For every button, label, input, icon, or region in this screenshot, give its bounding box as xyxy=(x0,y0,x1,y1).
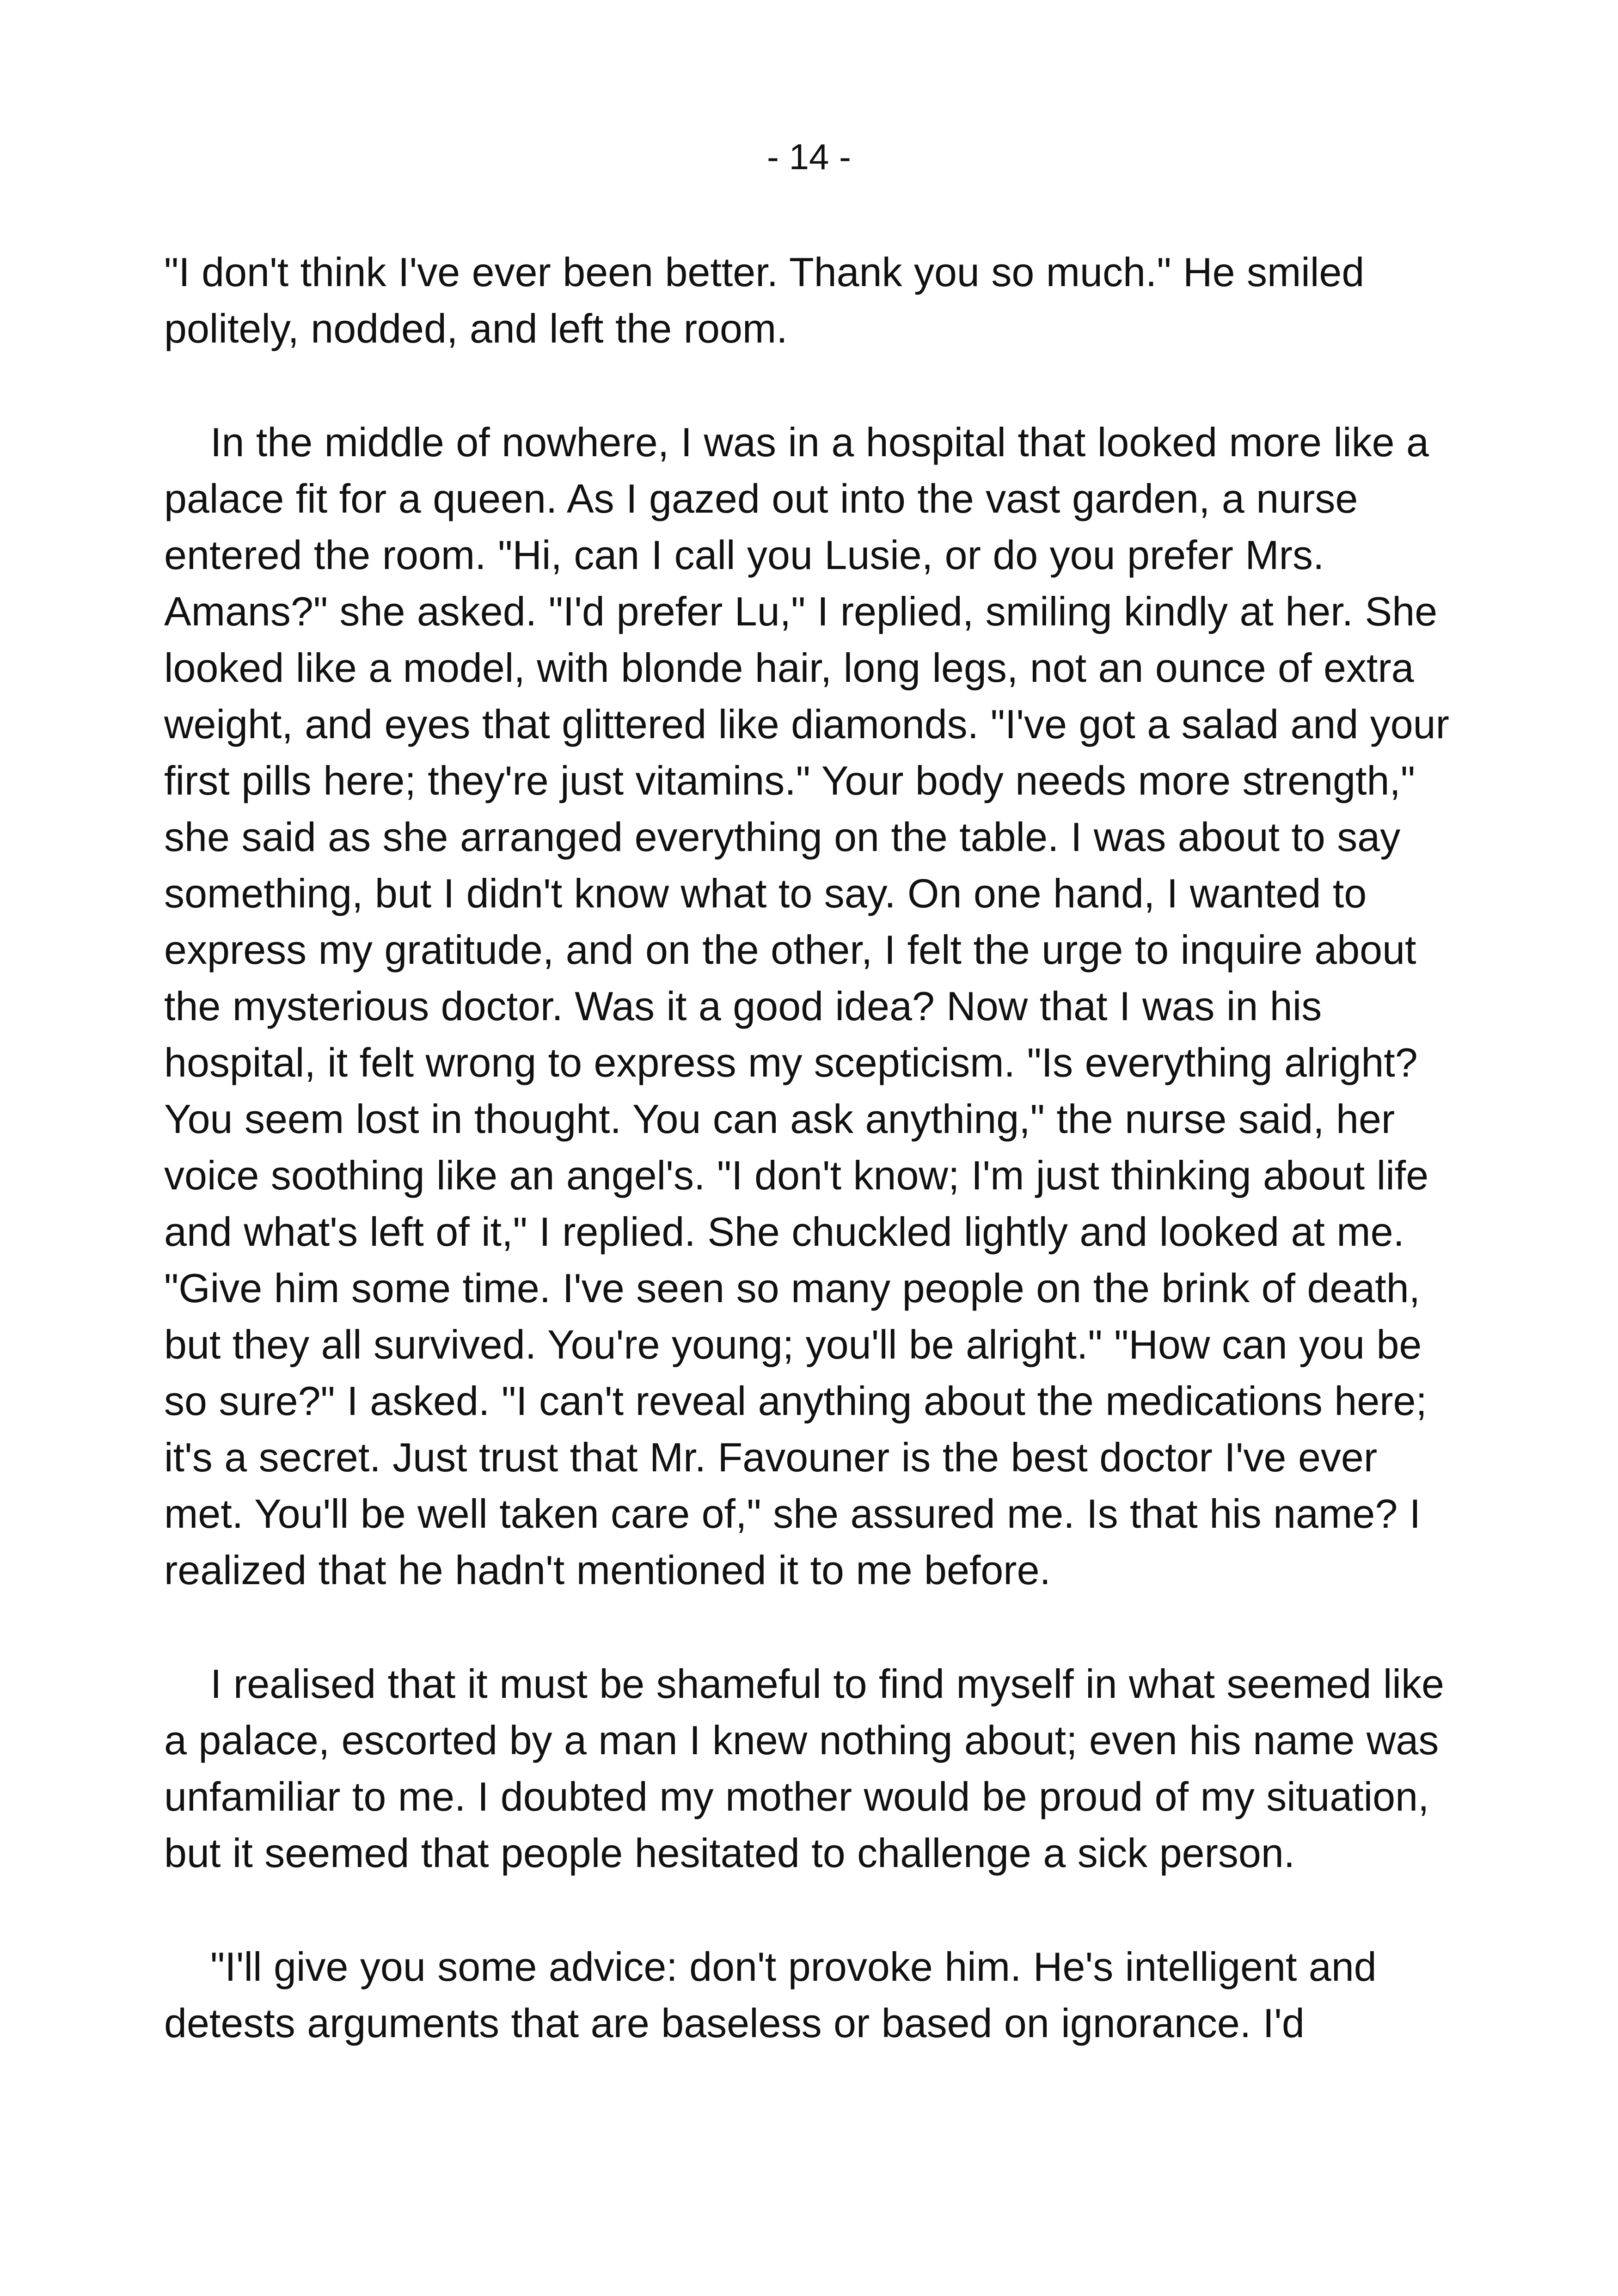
paragraph-3: I realised that it must be shameful to find myself in what seemed like a palace, escorted by a man I knew nothing about; even his name was unfamiliar to me. I doubted my mother would be proud of my situation, but it seemed that people hesitated to challenge a sick person. xyxy=(164,1661,1456,1876)
paragraph-4: "I'll give you some advice: don't provoke him. He's intelligent and detests arguments that are baseless or based on ignorance. I'd xyxy=(164,1944,1389,2046)
body-text xyxy=(164,244,1468,2051)
page-number: - 14 - xyxy=(766,136,852,177)
paragraph-2: In the middle of nowhere, I was in a hospital that looked more like a palace fit for a queen. As I gazed out into the vast garden, a nurse entered the room. "Hi, can I call you Lusie, or do you prefer Mrs. Amans?" she asked. "I'd prefer Lu," I replied, smiling kindly at her. She looked like a model, with blonde hair, long legs, not an ounce of extra weight, and eyes that glittered like diamonds. "I've got a salad and your first pills here; they're just vitamins." Your body needs more strength," she said as she arranged everything on the table. I was about to say something, but I didn't know what to say. On one hand, I wanted to express my gratitude, and on the other, I felt the urge to inquire about the mysterious doctor. Was it a good idea? Now that I was in his hospital, it felt wrong to express my scepticism. "Is everything alright? You seem lost in thought. You can ask anything," the nurse said, her voice soothing like an angel's. "I don't know; I'm just thinking about life and what's left of it," I replied. She chuckled lightly and looked at me. "Give him some time. I've seen so many people on the brink of death, but they all survived. You're young; you'll be alright." "How can you be so sure?" I asked. "I can't reveal anything about the medications here; it's a secret. Just trust that Mr. Favouner is the best doctor I've ever met. You'll be well taken care of," she assured me. Is that his name? I realized that he hadn't mentioned it to me before. xyxy=(164,419,1461,1593)
paragraph-1: "I don't think I've ever been better. Thank you so much." He smiled politely, nodded, and left the room. xyxy=(164,249,1376,351)
